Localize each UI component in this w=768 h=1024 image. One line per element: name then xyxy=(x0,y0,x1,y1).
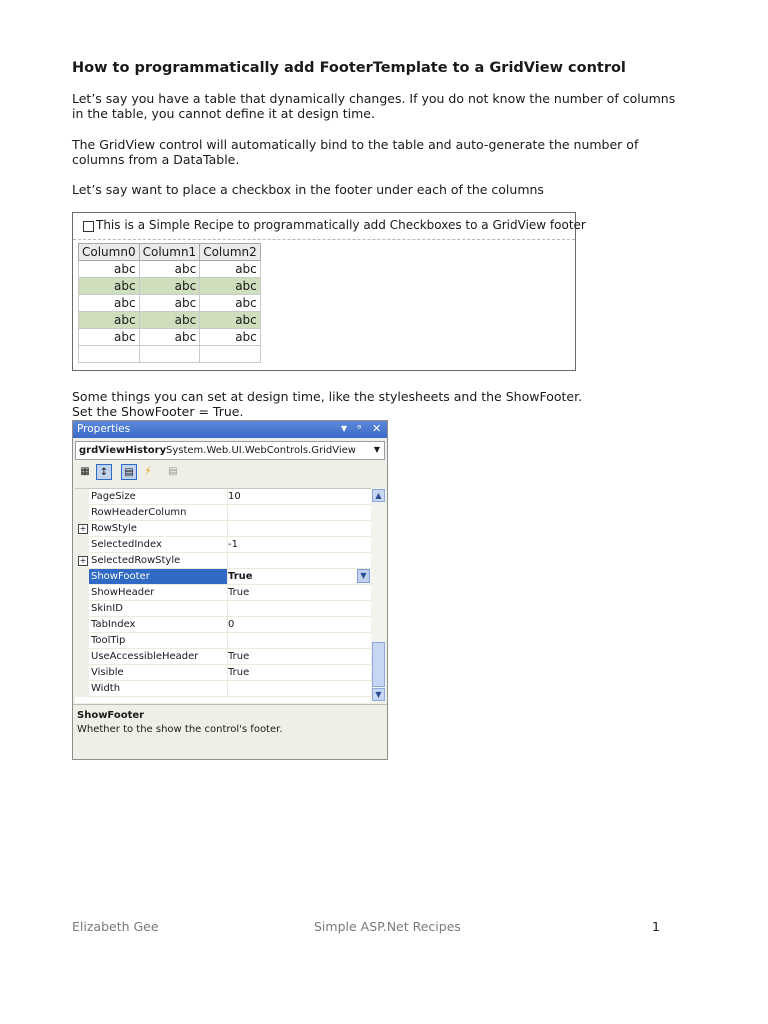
column-header: Column1 xyxy=(139,244,200,261)
table-cell: abc xyxy=(139,329,200,346)
alphabetical-icon[interactable]: ↕ xyxy=(96,464,112,480)
chevron-down-icon[interactable]: ▼ xyxy=(373,445,380,454)
dropdown-arrow-icon[interactable]: ▼ xyxy=(341,424,348,433)
footer-author: Elizabeth Gee xyxy=(72,919,159,934)
property-value[interactable]: True xyxy=(226,665,373,681)
table-cell: abc xyxy=(200,295,261,312)
property-value[interactable]: True xyxy=(226,649,373,665)
paragraph-4 xyxy=(72,389,582,419)
property-row[interactable] xyxy=(75,601,371,617)
table-row xyxy=(79,295,261,312)
table-row xyxy=(79,329,261,346)
property-name: SelectedIndex xyxy=(89,537,228,553)
demo-header-bar xyxy=(73,213,586,240)
page-heading: How to programmatically add FooterTemplate to a GridView control xyxy=(72,60,626,76)
demo-checkbox-label: This is a Simple Recipe to programmatically add Checkboxes to a GridView footer xyxy=(96,218,586,232)
property-value[interactable]: True xyxy=(226,569,373,585)
property-value[interactable] xyxy=(226,633,373,649)
expand-icon[interactable]: + xyxy=(79,524,87,533)
property-name: RowStyle xyxy=(89,521,228,537)
properties-titlebar xyxy=(73,421,387,438)
column-header: Column0 xyxy=(79,244,140,261)
scroll-down-icon[interactable]: ▼ xyxy=(372,688,385,701)
property-row[interactable] xyxy=(75,633,371,649)
property-name: ToolTip xyxy=(89,633,228,649)
demo-grid-header-row xyxy=(79,244,261,261)
property-row[interactable] xyxy=(75,553,371,569)
property-row-selected[interactable] xyxy=(75,569,371,585)
scroll-thumb[interactable] xyxy=(372,642,385,687)
gridview-demo xyxy=(72,212,586,371)
table-cell: abc xyxy=(200,278,261,295)
property-value[interactable]: 0 xyxy=(226,617,373,633)
property-value[interactable] xyxy=(226,553,373,569)
description-pane xyxy=(73,704,387,759)
property-name: UseAccessibleHeader xyxy=(89,649,228,665)
properties-icon[interactable]: ▤ xyxy=(121,464,137,480)
property-row[interactable] xyxy=(75,649,371,665)
table-cell: abc xyxy=(79,312,140,329)
value-dropdown-icon[interactable]: ▼ xyxy=(357,569,370,583)
property-name: Visible xyxy=(89,665,228,681)
property-name: TabIndex xyxy=(89,617,228,633)
table-cell xyxy=(200,346,261,363)
property-name: PageSize xyxy=(89,489,228,505)
property-name: Width xyxy=(89,681,228,697)
property-pages-icon[interactable]: ▤ xyxy=(168,466,178,477)
property-row[interactable] xyxy=(75,521,371,537)
property-row[interactable] xyxy=(75,505,371,521)
demo-grid xyxy=(78,243,261,363)
property-name: SkinID xyxy=(89,601,228,617)
table-cell: abc xyxy=(139,278,200,295)
expand-icon[interactable]: + xyxy=(79,556,87,565)
paragraph-line: The GridView control will automatically bind to the table and auto-generate the number of xyxy=(72,137,639,152)
table-cell: abc xyxy=(200,329,261,346)
table-cell: abc xyxy=(79,278,140,295)
properties-window xyxy=(72,420,388,760)
close-icon[interactable]: ✕ xyxy=(372,422,382,435)
properties-title: Properties xyxy=(77,423,131,435)
footer-title: Simple ASP.Net Recipes xyxy=(314,919,461,934)
paragraph-line: in the table, you cannot define it at design time. xyxy=(72,106,375,121)
paragraph-2 xyxy=(72,137,638,167)
property-row[interactable] xyxy=(75,681,371,697)
property-grid-scrollbar[interactable] xyxy=(371,488,386,702)
page-number: 1 xyxy=(652,919,660,934)
property-value[interactable] xyxy=(226,601,373,617)
column-header: Column2 xyxy=(200,244,261,261)
table-row xyxy=(79,312,261,329)
demo-checkbox[interactable] xyxy=(83,221,94,232)
property-value[interactable] xyxy=(226,521,373,537)
property-grid xyxy=(75,488,371,703)
paragraph-1 xyxy=(72,91,675,121)
table-cell: abc xyxy=(79,295,140,312)
paragraph-line: Set the ShowFooter = True. xyxy=(72,404,244,419)
table-row xyxy=(79,261,261,278)
table-cell: abc xyxy=(79,329,140,346)
events-icon[interactable]: ⚡ xyxy=(144,466,152,477)
paragraph-line: Let’s say you have a table that dynamically changes. If you do not know the number of columns xyxy=(72,91,676,106)
property-name: ShowFooter xyxy=(89,569,228,585)
property-value[interactable]: 10 xyxy=(226,489,373,505)
paragraph-3 xyxy=(72,182,544,197)
description-name: ShowFooter xyxy=(77,710,145,721)
property-value[interactable]: True xyxy=(226,585,373,601)
property-name: ShowHeader xyxy=(89,585,228,601)
object-type: System.Web.UI.WebControls.GridView xyxy=(166,445,356,456)
table-cell xyxy=(79,346,140,363)
property-value[interactable]: -1 xyxy=(226,537,373,553)
property-value[interactable] xyxy=(226,505,373,521)
paragraph-line: Some things you can set at design time, like the stylesheets and the ShowFooter. xyxy=(72,389,583,404)
paragraph-line: columns from a DataTable. xyxy=(72,152,240,167)
property-row[interactable] xyxy=(75,665,371,681)
property-name: RowHeaderColumn xyxy=(89,505,228,521)
property-value[interactable] xyxy=(226,681,373,697)
object-selector[interactable] xyxy=(75,441,385,460)
table-cell: abc xyxy=(79,261,140,278)
table-cell xyxy=(139,346,200,363)
table-cell: abc xyxy=(200,312,261,329)
scroll-up-icon[interactable]: ▲ xyxy=(372,489,385,502)
table-cell: abc xyxy=(200,261,261,278)
pin-icon[interactable]: ᵊ xyxy=(357,422,362,435)
table-cell: abc xyxy=(139,261,200,278)
property-row[interactable] xyxy=(75,489,371,505)
table-cell: abc xyxy=(139,295,200,312)
property-row[interactable] xyxy=(75,537,371,553)
categorized-icon[interactable]: ▦ xyxy=(80,466,90,477)
object-name: grdViewHistory xyxy=(79,445,167,456)
paragraph-line: Let’s say want to place a checkbox in the footer under each of the columns xyxy=(72,182,544,197)
description-text: Whether to the show the control's footer. xyxy=(77,724,283,735)
property-name: SelectedRowStyle xyxy=(89,553,228,569)
table-cell: abc xyxy=(139,312,200,329)
property-row[interactable] xyxy=(75,585,371,601)
footer-row xyxy=(79,346,261,363)
property-row[interactable] xyxy=(75,617,371,633)
table-row xyxy=(79,278,261,295)
